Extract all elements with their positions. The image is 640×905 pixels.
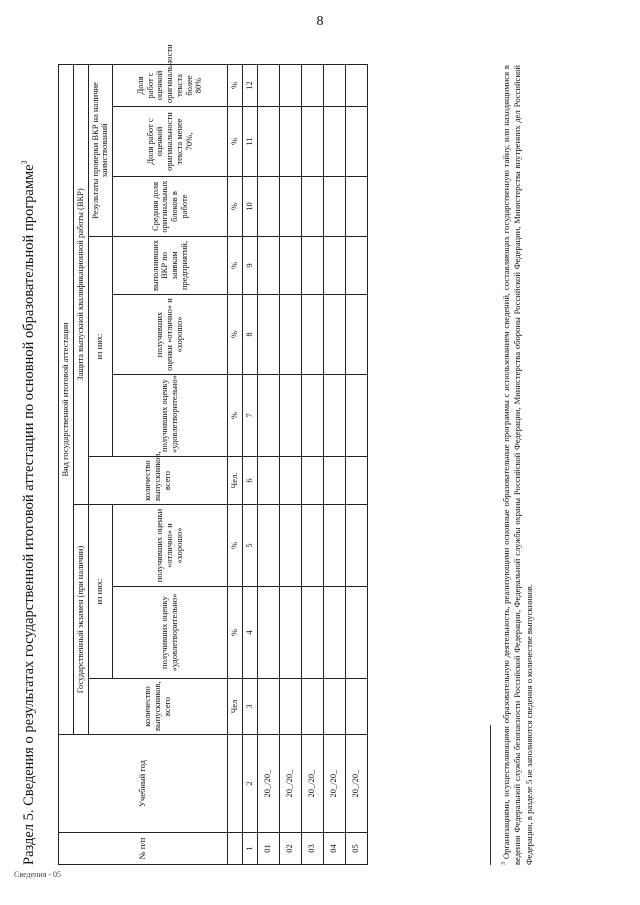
data-cell[interactable] bbox=[345, 457, 367, 505]
row-year: 20_/20_ bbox=[301, 735, 323, 833]
data-cell[interactable] bbox=[301, 457, 323, 505]
column-number: 10 bbox=[242, 177, 257, 237]
page-number: 8 bbox=[316, 14, 324, 29]
table-row bbox=[323, 64, 345, 864]
data-cell[interactable] bbox=[279, 237, 301, 295]
data-cell[interactable] bbox=[257, 237, 279, 295]
unit-cell: % bbox=[228, 177, 243, 237]
row-no: 03 bbox=[301, 833, 323, 865]
data-cell[interactable] bbox=[279, 505, 301, 587]
footnote-mark: 3 bbox=[501, 862, 507, 865]
column-number: 1 bbox=[242, 833, 257, 865]
data-cell[interactable] bbox=[279, 107, 301, 177]
data-cell[interactable] bbox=[345, 505, 367, 587]
data-cell[interactable] bbox=[279, 587, 301, 679]
table-row bbox=[301, 64, 323, 864]
unit-cell: % bbox=[228, 505, 243, 587]
header-avg-original: Средняя доля оригинальных блоков в работе bbox=[113, 177, 228, 237]
data-cell[interactable] bbox=[323, 679, 345, 735]
data-cell[interactable] bbox=[323, 177, 345, 237]
unit-cell bbox=[228, 735, 243, 833]
data-cell[interactable] bbox=[345, 64, 367, 106]
header-check-results: Результаты проверки ВКР на наличие заимствований bbox=[88, 64, 113, 236]
header-vkr: Защита выпускной квалификационной работы (ВКР) bbox=[73, 64, 88, 504]
header-state-exam: Государственный экзамен (при наличии) bbox=[73, 505, 88, 735]
unit-cell: Чел. bbox=[228, 457, 243, 505]
data-cell[interactable] bbox=[323, 107, 345, 177]
unit-cell: % bbox=[228, 107, 243, 177]
column-number: 6 bbox=[242, 457, 257, 505]
data-cell[interactable] bbox=[257, 295, 279, 375]
header-enterprise: выполнивших ВКР по заявкам предприятий, bbox=[113, 237, 228, 295]
header-good-excellent: получивших оценки «отлично» и «хорошо» bbox=[113, 505, 228, 587]
footnote-text: Организациями, осуществляющими образовательную деятельность, реализующими основные образовательные программы с использованием сведений, составляющих государственную тайну, или находящимися в ведении Федеральной службы безопасности Российской Федерации, Федеральной службы охраны Российской Федерации, Министерства обороны Российской Федерации, Министерства внутренних дел Российской Федерации, в разделе 5 не заполняются сведения о количестве выпускников. bbox=[500, 65, 535, 865]
unit-cell: % bbox=[228, 375, 243, 457]
data-cell[interactable] bbox=[279, 64, 301, 106]
data-cell[interactable] bbox=[323, 64, 345, 106]
table-row bbox=[279, 64, 301, 864]
row-no: 01 bbox=[257, 833, 279, 865]
row-no: 02 bbox=[279, 833, 301, 865]
column-number: 3 bbox=[242, 679, 257, 735]
table-row bbox=[345, 64, 367, 864]
column-numbers-row bbox=[242, 64, 257, 864]
header-total-graduates: количество выпускников, всего bbox=[88, 679, 228, 735]
section-title bbox=[20, 55, 38, 865]
data-cell[interactable] bbox=[301, 295, 323, 375]
data-cell[interactable] bbox=[323, 237, 345, 295]
data-cell[interactable] bbox=[257, 457, 279, 505]
column-number: 8 bbox=[242, 295, 257, 375]
data-cell[interactable] bbox=[323, 295, 345, 375]
unit-cell bbox=[228, 833, 243, 865]
data-cell[interactable] bbox=[301, 64, 323, 106]
row-no: 05 bbox=[345, 833, 367, 865]
data-cell[interactable] bbox=[345, 295, 367, 375]
data-cell[interactable] bbox=[279, 177, 301, 237]
column-number: 4 bbox=[242, 587, 257, 679]
data-cell[interactable] bbox=[345, 107, 367, 177]
data-cell[interactable] bbox=[301, 375, 323, 457]
row-year: 20_/20_ bbox=[345, 735, 367, 833]
column-number: 12 bbox=[242, 64, 257, 106]
data-cell[interactable] bbox=[279, 457, 301, 505]
table-row bbox=[257, 64, 279, 864]
header-total-graduates-2: количество выпускников, всего bbox=[88, 457, 228, 505]
row-no: 04 bbox=[323, 833, 345, 865]
data-cell[interactable] bbox=[301, 177, 323, 237]
data-cell[interactable] bbox=[345, 587, 367, 679]
section-title-text: Раздел 5. Сведения о результатах государственной итоговой аттестации по основной образовательной программе bbox=[20, 164, 37, 865]
results-table bbox=[58, 44, 368, 865]
data-cell[interactable] bbox=[323, 505, 345, 587]
data-cell[interactable] bbox=[279, 375, 301, 457]
data-cell[interactable] bbox=[345, 177, 367, 237]
header-more-80: Доля работ с оценкой оригинальности текста более 80% bbox=[113, 64, 228, 106]
header-good-excellent-2: получивших оценки «отлично» и «хорошо» bbox=[113, 295, 228, 375]
unit-cell: % bbox=[228, 295, 243, 375]
form-code: Сведения - 05 bbox=[14, 870, 62, 879]
header-attestation-type: Вид государственной итоговой аттестации bbox=[59, 64, 74, 734]
data-cell[interactable] bbox=[323, 375, 345, 457]
column-number: 9 bbox=[242, 237, 257, 295]
data-cell[interactable] bbox=[257, 64, 279, 106]
footnote-divider bbox=[490, 725, 491, 865]
title-footnote-ref: 3 bbox=[20, 160, 29, 165]
data-cell[interactable] bbox=[279, 295, 301, 375]
units-row bbox=[228, 64, 243, 864]
unit-cell: % bbox=[228, 64, 243, 106]
column-number: 5 bbox=[242, 505, 257, 587]
data-cell[interactable] bbox=[345, 375, 367, 457]
unit-cell: Чел bbox=[228, 679, 243, 735]
data-cell[interactable] bbox=[257, 107, 279, 177]
data-cell[interactable] bbox=[257, 505, 279, 587]
data-cell[interactable] bbox=[323, 587, 345, 679]
header-less-70: Доля работ с оценкой оригинальности текста менее 70%, bbox=[113, 107, 228, 177]
header-satisfactory-2: получивших оценку «удовлетворительно» bbox=[113, 375, 228, 457]
unit-cell: % bbox=[228, 587, 243, 679]
data-cell[interactable] bbox=[345, 237, 367, 295]
row-year: 20_/20_ bbox=[257, 735, 279, 833]
data-cell[interactable] bbox=[323, 457, 345, 505]
data-cell[interactable] bbox=[301, 107, 323, 177]
header-no: № п/п bbox=[59, 833, 228, 865]
header-satisfactory: получивших оценку «удовлетворительно» bbox=[113, 587, 228, 679]
data-cell[interactable] bbox=[257, 679, 279, 735]
data-cell[interactable] bbox=[301, 237, 323, 295]
data-cell[interactable] bbox=[279, 679, 301, 735]
data-cell[interactable] bbox=[257, 177, 279, 237]
data-cell[interactable] bbox=[301, 679, 323, 735]
row-year: 20_/20_ bbox=[323, 735, 345, 833]
data-cell[interactable] bbox=[257, 375, 279, 457]
header-year: Учебный год bbox=[59, 735, 228, 833]
unit-cell: % bbox=[228, 237, 243, 295]
data-cell[interactable] bbox=[301, 587, 323, 679]
data-cell[interactable] bbox=[301, 505, 323, 587]
data-cell[interactable] bbox=[257, 587, 279, 679]
header-of-them-2: из них: bbox=[88, 237, 113, 457]
data-cell[interactable] bbox=[345, 679, 367, 735]
footnote bbox=[500, 65, 536, 865]
column-number: 2 bbox=[242, 735, 257, 833]
column-number: 7 bbox=[242, 375, 257, 457]
row-year: 20_/20_ bbox=[279, 735, 301, 833]
header-of-them: из них: bbox=[88, 505, 113, 679]
column-number: 11 bbox=[242, 107, 257, 177]
rotated-content bbox=[20, 44, 558, 865]
